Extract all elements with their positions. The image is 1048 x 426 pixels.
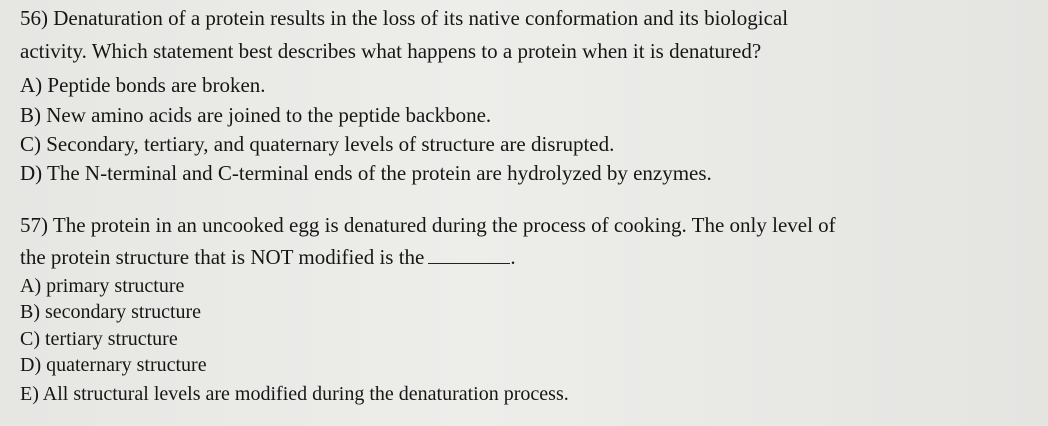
question-57-stem-line-1: 57) The protein in an uncooked egg is denatured during the process of cooking. The only level of [20,213,836,237]
question-57-stem-period: . [510,245,516,269]
question-56-option-c: C) Secondary, tertiary, and quaternary levels of structure are disrupted. [20,132,615,156]
question-56-stem-line-2: activity. Which statement best describes what happens to a protein when it is denatured? [20,39,762,63]
question-56-option-a: A) Peptide bonds are broken. [20,73,266,97]
question-56-stem-line-1: 56) Denaturation of a protein results in the loss of its native conformation and its biological [20,6,789,30]
question-56-option-b: B) New amino acids are joined to the peptide backbone. [20,103,492,127]
answer-blank [428,247,510,264]
question-57-stem-text: the protein structure that is NOT modified is the [20,245,425,269]
question-57-option-a: A) primary structure [20,275,185,297]
question-56-option-d: D) The N-terminal and C-terminal ends of the protein are hydrolyzed by enzymes. [20,161,712,185]
question-57-option-c: C) tertiary structure [20,328,178,350]
question-57-option-e: E) All structural levels are modified during the denaturation process. [20,383,569,405]
question-57-stem-line-2 [20,247,516,268]
question-57-option-d: D) quaternary structure [20,354,207,376]
question-57-option-b: B) secondary structure [20,301,202,323]
